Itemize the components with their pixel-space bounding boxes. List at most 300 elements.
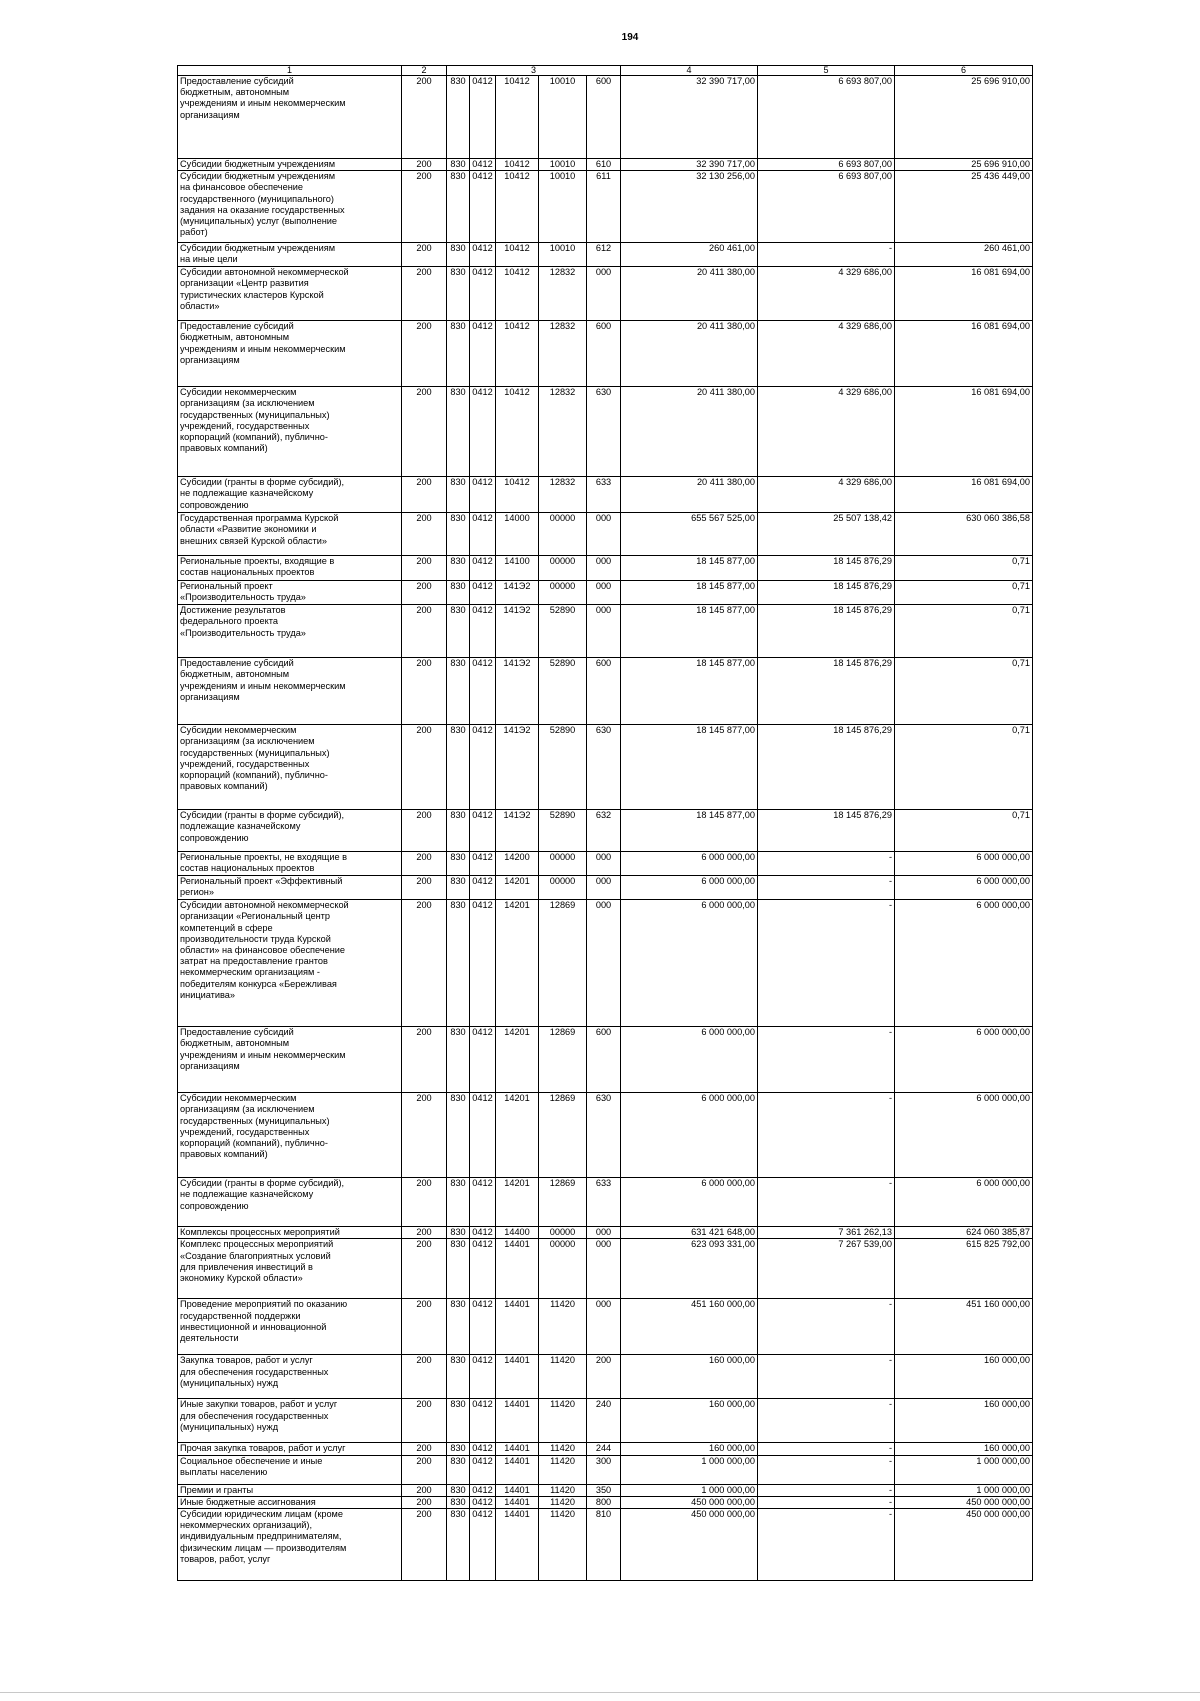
row-code-direction: 11420 <box>539 1484 587 1496</box>
row-amount-5: - <box>758 1027 895 1093</box>
row-amount-4: 6 000 000,00 <box>621 1093 758 1178</box>
row-col-2: 200 <box>402 1299 447 1355</box>
row-amount-5: 18 145 876,29 <box>758 581 895 605</box>
row-code-direction: 11420 <box>539 1299 587 1355</box>
row-code-expense-type: 611 <box>587 171 621 243</box>
row-col-2: 200 <box>402 556 447 581</box>
row-amount-5: - <box>758 1399 895 1443</box>
row-code-program: 14401 <box>496 1399 539 1443</box>
row-amount-6: 451 160 000,00 <box>895 1299 1033 1355</box>
row-code-expense-type: 000 <box>587 267 621 321</box>
row-code-section: 0412 <box>470 852 496 876</box>
table-row <box>178 725 1033 810</box>
row-code-direction: 00000 <box>539 581 587 605</box>
row-amount-5: - <box>758 1509 895 1581</box>
row-amount-6: 260 461,00 <box>895 243 1033 267</box>
row-name: Субсидии бюджетным учреждениям на иные цели <box>178 243 402 267</box>
row-code-direction: 10010 <box>539 159 587 171</box>
table-row <box>178 477 1033 513</box>
row-col-2: 200 <box>402 1355 447 1399</box>
row-amount-6: 6 000 000,00 <box>895 900 1033 1027</box>
row-code-expense-type: 244 <box>587 1443 621 1455</box>
row-amount-5: - <box>758 1496 895 1508</box>
row-amount-4: 450 000 000,00 <box>621 1496 758 1508</box>
row-code-admin: 830 <box>447 1227 470 1239</box>
row-code-section: 0412 <box>470 159 496 171</box>
row-code-expense-type: 630 <box>587 1093 621 1178</box>
row-col-2: 200 <box>402 900 447 1027</box>
row-name: Субсидии автономной некоммерческой организации «Центр развития туристических кластеров Курской области» <box>178 267 402 321</box>
row-code-expense-type: 600 <box>587 76 621 159</box>
row-col-2: 200 <box>402 1496 447 1508</box>
row-code-program: 14100 <box>496 556 539 581</box>
row-amount-4: 160 000,00 <box>621 1443 758 1455</box>
row-code-section: 0412 <box>470 1443 496 1455</box>
table-row <box>178 1355 1033 1399</box>
row-amount-4: 1 000 000,00 <box>621 1455 758 1484</box>
row-code-section: 0412 <box>470 1399 496 1443</box>
row-col-2: 200 <box>402 1509 447 1581</box>
table-row <box>178 1399 1033 1443</box>
row-col-2: 200 <box>402 387 447 477</box>
row-name: Иные закупки товаров, работ и услуг для обеспечения государственных (муниципальных) нужд <box>178 1399 402 1443</box>
row-code-direction: 11420 <box>539 1509 587 1581</box>
table-row <box>178 387 1033 477</box>
row-code-admin: 830 <box>447 900 470 1027</box>
row-amount-4: 451 160 000,00 <box>621 1299 758 1355</box>
row-col-2: 200 <box>402 852 447 876</box>
row-code-admin: 830 <box>447 1455 470 1484</box>
page-bottom-rule <box>0 1692 1200 1693</box>
row-amount-6: 0,71 <box>895 581 1033 605</box>
row-code-admin: 830 <box>447 1027 470 1093</box>
row-code-direction: 00000 <box>539 556 587 581</box>
table-row <box>178 605 1033 658</box>
row-code-expense-type: 810 <box>587 1509 621 1581</box>
row-code-program: 14401 <box>496 1355 539 1399</box>
row-amount-5: 6 693 807,00 <box>758 76 895 159</box>
row-col-2: 200 <box>402 76 447 159</box>
table-row <box>178 1509 1033 1581</box>
row-code-expense-type: 000 <box>587 605 621 658</box>
row-amount-4: 160 000,00 <box>621 1355 758 1399</box>
table-row <box>178 810 1033 852</box>
table-row <box>178 1239 1033 1299</box>
row-code-section: 0412 <box>470 1027 496 1093</box>
row-amount-6: 16 081 694,00 <box>895 267 1033 321</box>
row-code-section: 0412 <box>470 1455 496 1484</box>
row-code-section: 0412 <box>470 267 496 321</box>
row-col-2: 200 <box>402 605 447 658</box>
row-name: Субсидии (гранты в форме субсидий), не подлежащие казначейскому сопровождению <box>178 477 402 513</box>
row-name: Комплекс процессных мероприятий «Создание благоприятных условий для привлечения инвестиций в экономику Курской области» <box>178 1239 402 1299</box>
row-code-admin: 830 <box>447 1509 470 1581</box>
row-code-direction: 52890 <box>539 725 587 810</box>
row-amount-4: 18 145 877,00 <box>621 605 758 658</box>
row-amount-4: 20 411 380,00 <box>621 321 758 387</box>
row-code-expense-type: 000 <box>587 1299 621 1355</box>
row-name: Региональный проект «Производительность труда» <box>178 581 402 605</box>
table-row <box>178 556 1033 581</box>
row-amount-6: 1 000 000,00 <box>895 1484 1033 1496</box>
row-code-expense-type: 612 <box>587 243 621 267</box>
row-amount-4: 450 000 000,00 <box>621 1509 758 1581</box>
row-code-section: 0412 <box>470 810 496 852</box>
row-name: Предоставление субсидий бюджетным, автономным учреждениям и иным некоммерческим организациям <box>178 76 402 159</box>
row-code-admin: 830 <box>447 477 470 513</box>
row-code-expense-type: 630 <box>587 725 621 810</box>
row-amount-6: 160 000,00 <box>895 1355 1033 1399</box>
row-amount-4: 6 000 000,00 <box>621 852 758 876</box>
row-code-admin: 830 <box>447 852 470 876</box>
row-col-2: 200 <box>402 1093 447 1178</box>
row-amount-6: 16 081 694,00 <box>895 321 1033 387</box>
row-amount-4: 20 411 380,00 <box>621 477 758 513</box>
row-amount-6: 630 060 386,58 <box>895 513 1033 556</box>
row-code-program: 141Э2 <box>496 658 539 725</box>
row-amount-5: 18 145 876,29 <box>758 658 895 725</box>
row-amount-5: 7 361 262,13 <box>758 1227 895 1239</box>
row-code-direction: 00000 <box>539 1239 587 1299</box>
column-header-3: 3 <box>447 66 621 76</box>
row-code-section: 0412 <box>470 1093 496 1178</box>
row-code-direction: 00000 <box>539 876 587 900</box>
row-code-expense-type: 000 <box>587 1239 621 1299</box>
table-row <box>178 1443 1033 1455</box>
row-col-2: 200 <box>402 876 447 900</box>
row-code-admin: 830 <box>447 1443 470 1455</box>
row-amount-4: 631 421 648,00 <box>621 1227 758 1239</box>
row-amount-5: - <box>758 1299 895 1355</box>
row-amount-6: 0,71 <box>895 556 1033 581</box>
row-amount-6: 160 000,00 <box>895 1399 1033 1443</box>
row-amount-4: 623 093 331,00 <box>621 1239 758 1299</box>
row-code-section: 0412 <box>470 725 496 810</box>
row-code-expense-type: 633 <box>587 1178 621 1227</box>
row-col-2: 200 <box>402 1399 447 1443</box>
row-name: Премии и гранты <box>178 1484 402 1496</box>
row-amount-5: - <box>758 1455 895 1484</box>
row-name: Субсидии юридическим лицам (кроме некоммерческих организаций), индивидуальным предпринимателям, физическим лицам — производителям товаров, работ, услуг <box>178 1509 402 1581</box>
row-code-admin: 830 <box>447 1239 470 1299</box>
row-amount-6: 6 000 000,00 <box>895 876 1033 900</box>
row-amount-6: 450 000 000,00 <box>895 1509 1033 1581</box>
table-row <box>178 581 1033 605</box>
row-name: Закупка товаров, работ и услуг для обеспечения государственных (муниципальных) нужд <box>178 1355 402 1399</box>
row-amount-5: - <box>758 1178 895 1227</box>
row-code-section: 0412 <box>470 658 496 725</box>
row-code-admin: 830 <box>447 605 470 658</box>
table-row <box>178 1496 1033 1508</box>
row-name: Субсидии бюджетным учреждениям <box>178 159 402 171</box>
row-col-2: 200 <box>402 1455 447 1484</box>
row-code-section: 0412 <box>470 171 496 243</box>
row-name: Проведение мероприятий по оказанию государственной поддержки инвестиционной и инновационной деятельности <box>178 1299 402 1355</box>
row-code-admin: 830 <box>447 1484 470 1496</box>
row-code-expense-type: 300 <box>587 1455 621 1484</box>
row-code-admin: 830 <box>447 387 470 477</box>
row-code-expense-type: 630 <box>587 387 621 477</box>
row-code-direction: 11420 <box>539 1443 587 1455</box>
row-amount-4: 18 145 877,00 <box>621 556 758 581</box>
row-name: Субсидии некоммерческим организациям (за исключением государственных (муниципальных) учреждений, государственных корпораций (компаний), публично- правовых компаний) <box>178 387 402 477</box>
row-name: Региональные проекты, не входящие в состав национальных проектов <box>178 852 402 876</box>
row-amount-6: 0,71 <box>895 725 1033 810</box>
row-code-program: 14201 <box>496 1178 539 1227</box>
row-amount-6: 160 000,00 <box>895 1443 1033 1455</box>
row-amount-6: 450 000 000,00 <box>895 1496 1033 1508</box>
row-code-program: 14200 <box>496 852 539 876</box>
row-name: Государственная программа Курской области «Развитие экономики и внешних связей Курской области» <box>178 513 402 556</box>
row-amount-6: 6 000 000,00 <box>895 852 1033 876</box>
table-row <box>178 1484 1033 1496</box>
row-name: Достижение результатов федерального проекта «Производительность труда» <box>178 605 402 658</box>
row-code-program: 14401 <box>496 1443 539 1455</box>
row-code-expense-type: 633 <box>587 477 621 513</box>
row-code-expense-type: 000 <box>587 1227 621 1239</box>
row-amount-4: 18 145 877,00 <box>621 581 758 605</box>
row-code-section: 0412 <box>470 76 496 159</box>
table-row <box>178 658 1033 725</box>
budget-table <box>177 65 1033 1581</box>
row-code-direction: 12869 <box>539 1093 587 1178</box>
table-row <box>178 876 1033 900</box>
row-code-program: 14401 <box>496 1239 539 1299</box>
row-code-admin: 830 <box>447 171 470 243</box>
row-col-2: 200 <box>402 267 447 321</box>
row-code-admin: 830 <box>447 556 470 581</box>
row-amount-6: 16 081 694,00 <box>895 387 1033 477</box>
row-code-program: 10412 <box>496 387 539 477</box>
row-amount-5: 25 507 138,42 <box>758 513 895 556</box>
row-amount-4: 6 000 000,00 <box>621 900 758 1027</box>
table-row <box>178 243 1033 267</box>
row-amount-4: 20 411 380,00 <box>621 387 758 477</box>
row-amount-4: 18 145 877,00 <box>621 658 758 725</box>
row-col-2: 200 <box>402 1027 447 1093</box>
row-amount-5: - <box>758 243 895 267</box>
row-code-expense-type: 000 <box>587 852 621 876</box>
row-col-2: 200 <box>402 321 447 387</box>
row-amount-4: 655 567 525,00 <box>621 513 758 556</box>
row-code-direction: 11420 <box>539 1455 587 1484</box>
table-row <box>178 513 1033 556</box>
row-amount-5: - <box>758 900 895 1027</box>
row-code-direction: 52890 <box>539 658 587 725</box>
row-code-section: 0412 <box>470 876 496 900</box>
table-row <box>178 1299 1033 1355</box>
column-header-4: 4 <box>621 66 758 76</box>
row-code-direction: 00000 <box>539 513 587 556</box>
row-amount-6: 25 436 449,00 <box>895 171 1033 243</box>
row-amount-4: 6 000 000,00 <box>621 1178 758 1227</box>
row-code-program: 10412 <box>496 159 539 171</box>
row-code-expense-type: 000 <box>587 556 621 581</box>
row-amount-6: 6 000 000,00 <box>895 1178 1033 1227</box>
row-code-program: 10412 <box>496 477 539 513</box>
row-code-admin: 830 <box>447 810 470 852</box>
row-code-admin: 830 <box>447 876 470 900</box>
row-code-direction: 00000 <box>539 1227 587 1239</box>
row-amount-4: 1 000 000,00 <box>621 1484 758 1496</box>
table-row <box>178 900 1033 1027</box>
row-col-2: 200 <box>402 1178 447 1227</box>
row-name: Предоставление субсидий бюджетным, автономным учреждениям и иным некоммерческим организациям <box>178 658 402 725</box>
row-amount-5: - <box>758 1355 895 1399</box>
row-code-section: 0412 <box>470 321 496 387</box>
row-code-program: 14201 <box>496 1093 539 1178</box>
row-code-admin: 830 <box>447 581 470 605</box>
row-code-program: 141Э2 <box>496 605 539 658</box>
page-number: 194 <box>621 32 639 43</box>
row-amount-4: 6 000 000,00 <box>621 876 758 900</box>
row-code-admin: 830 <box>447 1178 470 1227</box>
row-col-2: 200 <box>402 171 447 243</box>
row-code-program: 14401 <box>496 1299 539 1355</box>
row-name: Субсидии некоммерческим организациям (за исключением государственных (муниципальных) учреждений, государственных корпораций (компаний), публично- правовых компаний) <box>178 1093 402 1178</box>
row-code-section: 0412 <box>470 1239 496 1299</box>
row-amount-5: 18 145 876,29 <box>758 556 895 581</box>
row-code-direction: 12832 <box>539 387 587 477</box>
row-code-admin: 830 <box>447 658 470 725</box>
column-header-5: 5 <box>758 66 895 76</box>
row-code-section: 0412 <box>470 605 496 658</box>
row-col-2: 200 <box>402 658 447 725</box>
table-row <box>178 1027 1033 1093</box>
row-amount-6: 25 696 910,00 <box>895 76 1033 159</box>
row-col-2: 200 <box>402 1227 447 1239</box>
row-amount-5: 4 329 686,00 <box>758 267 895 321</box>
table-row <box>178 76 1033 159</box>
row-code-section: 0412 <box>470 1484 496 1496</box>
row-code-section: 0412 <box>470 1355 496 1399</box>
row-amount-5: 18 145 876,29 <box>758 605 895 658</box>
row-code-admin: 830 <box>447 1399 470 1443</box>
row-amount-4: 6 000 000,00 <box>621 1027 758 1093</box>
row-amount-4: 32 390 717,00 <box>621 76 758 159</box>
row-code-direction: 12869 <box>539 1178 587 1227</box>
row-amount-6: 0,71 <box>895 810 1033 852</box>
row-code-program: 14400 <box>496 1227 539 1239</box>
header-row <box>178 66 1033 76</box>
row-code-section: 0412 <box>470 477 496 513</box>
row-col-2: 200 <box>402 513 447 556</box>
row-code-direction: 10010 <box>539 243 587 267</box>
row-code-section: 0412 <box>470 1509 496 1581</box>
row-amount-5: - <box>758 1093 895 1178</box>
row-col-2: 200 <box>402 1443 447 1455</box>
row-code-expense-type: 610 <box>587 159 621 171</box>
row-amount-6: 6 000 000,00 <box>895 1027 1033 1093</box>
row-code-expense-type: 000 <box>587 581 621 605</box>
row-amount-6: 16 081 694,00 <box>895 477 1033 513</box>
row-code-direction: 11420 <box>539 1496 587 1508</box>
row-name: Субсидии автономной некоммерческой организации «Региональный центр компетенций в сфере производительности труда Курской области» на финансовое обеспечение затрат на предоставление грантов некоммерческим организациям - победителям конкурса «Бережливая инициатива» <box>178 900 402 1027</box>
row-code-direction: 12832 <box>539 321 587 387</box>
row-code-program: 14401 <box>496 1484 539 1496</box>
row-code-program: 14201 <box>496 876 539 900</box>
row-code-direction: 00000 <box>539 852 587 876</box>
row-amount-5: - <box>758 876 895 900</box>
row-code-expense-type: 240 <box>587 1399 621 1443</box>
row-amount-4: 20 411 380,00 <box>621 267 758 321</box>
row-name: Прочая закупка товаров, работ и услуг <box>178 1443 402 1455</box>
table-row <box>178 1227 1033 1239</box>
row-code-expense-type: 350 <box>587 1484 621 1496</box>
row-amount-4: 260 461,00 <box>621 243 758 267</box>
row-amount-5: 4 329 686,00 <box>758 477 895 513</box>
row-code-expense-type: 800 <box>587 1496 621 1508</box>
row-code-section: 0412 <box>470 387 496 477</box>
row-name: Социальное обеспечение и иные выплаты населению <box>178 1455 402 1484</box>
row-code-section: 0412 <box>470 1227 496 1239</box>
row-name: Субсидии (гранты в форме субсидий), не подлежащие казначейскому сопровождению <box>178 1178 402 1227</box>
row-code-expense-type: 632 <box>587 810 621 852</box>
table-row <box>178 321 1033 387</box>
row-code-admin: 830 <box>447 159 470 171</box>
row-col-2: 200 <box>402 581 447 605</box>
row-amount-6: 624 060 385,87 <box>895 1227 1033 1239</box>
table-row <box>178 159 1033 171</box>
row-amount-6: 25 696 910,00 <box>895 159 1033 171</box>
row-code-direction: 12832 <box>539 267 587 321</box>
row-amount-6: 1 000 000,00 <box>895 1455 1033 1484</box>
row-code-direction: 52890 <box>539 605 587 658</box>
row-code-expense-type: 000 <box>587 876 621 900</box>
row-code-program: 141Э2 <box>496 725 539 810</box>
row-code-program: 10412 <box>496 243 539 267</box>
row-code-section: 0412 <box>470 1496 496 1508</box>
row-code-admin: 830 <box>447 1355 470 1399</box>
row-code-admin: 830 <box>447 725 470 810</box>
row-amount-5: - <box>758 1443 895 1455</box>
row-code-section: 0412 <box>470 513 496 556</box>
table-row <box>178 1178 1033 1227</box>
column-header-2: 2 <box>402 66 447 76</box>
row-code-expense-type: 200 <box>587 1355 621 1399</box>
row-amount-6: 6 000 000,00 <box>895 1093 1033 1178</box>
column-header-1: 1 <box>178 66 402 76</box>
row-code-admin: 830 <box>447 321 470 387</box>
row-code-program: 10412 <box>496 267 539 321</box>
row-name: Региональные проекты, входящие в состав национальных проектов <box>178 556 402 581</box>
row-amount-4: 18 145 877,00 <box>621 725 758 810</box>
row-code-expense-type: 000 <box>587 513 621 556</box>
row-amount-6: 0,71 <box>895 658 1033 725</box>
row-amount-5: 18 145 876,29 <box>758 725 895 810</box>
row-code-direction: 10010 <box>539 171 587 243</box>
row-code-section: 0412 <box>470 243 496 267</box>
row-code-expense-type: 600 <box>587 658 621 725</box>
row-amount-5: 6 693 807,00 <box>758 159 895 171</box>
row-code-admin: 830 <box>447 76 470 159</box>
row-amount-5: 6 693 807,00 <box>758 171 895 243</box>
row-col-2: 200 <box>402 159 447 171</box>
row-code-section: 0412 <box>470 900 496 1027</box>
row-code-program: 14201 <box>496 900 539 1027</box>
row-amount-4: 160 000,00 <box>621 1399 758 1443</box>
row-amount-4: 32 390 717,00 <box>621 159 758 171</box>
row-amount-5: 7 267 539,00 <box>758 1239 895 1299</box>
row-code-section: 0412 <box>470 556 496 581</box>
row-code-program: 14000 <box>496 513 539 556</box>
row-name: Комплексы процессных мероприятий <box>178 1227 402 1239</box>
row-amount-6: 0,71 <box>895 605 1033 658</box>
row-amount-5: 18 145 876,29 <box>758 810 895 852</box>
row-code-direction: 10010 <box>539 76 587 159</box>
row-code-program: 14401 <box>496 1455 539 1484</box>
row-code-direction: 52890 <box>539 810 587 852</box>
